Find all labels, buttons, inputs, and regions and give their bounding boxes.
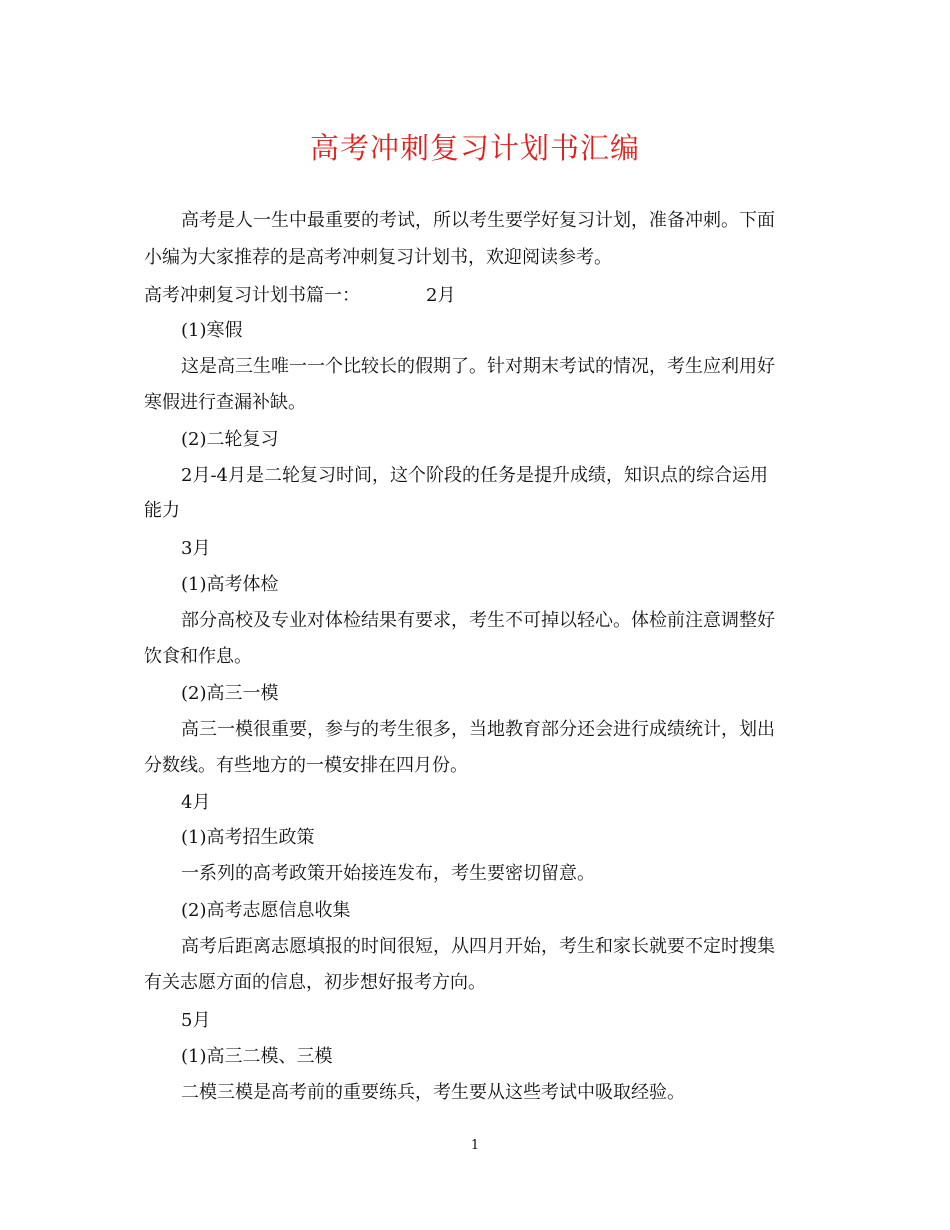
- apr-item1-text: 一系列的高考政策开始接连发布，考生要密切留意。: [181, 863, 595, 884]
- apr-item1-heading: (1)高考招生政策: [181, 827, 315, 848]
- may-item1-text: 二模三模是高考前的重要练兵，考生要从这些考试中吸取经验。: [181, 1082, 685, 1103]
- feb-item1-text-line-2: 寒假进行查漏补缺。: [144, 392, 306, 413]
- feb-item1-heading: (1)寒假: [181, 320, 243, 341]
- apr-item2-heading: (2)高考志愿信息收集: [181, 900, 351, 921]
- section-heading: 高考冲刺复习计划书篇一：: [144, 285, 360, 306]
- page-number: 1: [470, 1138, 480, 1153]
- mar-item2-text-line-1: 高三一模很重要，参与的考生很多，当地教育部分还会进行成绩统计，划出: [181, 719, 775, 740]
- document-title: 高考冲刺复习计划书汇编: [309, 131, 640, 165]
- may-heading: 5月: [181, 1010, 211, 1031]
- mar-item2-text-line-2: 分数线。有些地方的一模安排在四月份。: [144, 755, 468, 776]
- mar-item1-text-line-2: 饮食和作息。: [144, 646, 252, 667]
- mar-heading: 3月: [181, 538, 211, 559]
- feb-item2-text-line-1: 2月-4月是二轮复习时间，这个阶段的任务是提升成绩，知识点的综合运用: [181, 465, 768, 486]
- paragraph-intro-line-2: 小编为大家推荐的是高考冲刺复习计划书，欢迎阅读参考。: [144, 247, 612, 268]
- mar-item2-heading: (2)高三一模: [181, 683, 279, 704]
- feb-item2-text-line-2: 能力: [144, 500, 180, 521]
- paragraph-intro-line-1: 高考是人一生中最重要的考试，所以考生要学好复习计划，准备冲刺。下面: [181, 210, 775, 231]
- may-item1-heading: (1)高三二模、三模: [181, 1046, 333, 1067]
- apr-heading: 4月: [181, 792, 211, 813]
- feb-item1-text-line-1: 这是高三生唯一一个比较长的假期了。针对期末考试的情况，考生应利用好: [181, 356, 775, 377]
- section-month-feb: 2月: [426, 285, 456, 306]
- mar-item1-heading: (1)高考体检: [181, 574, 279, 595]
- feb-item2-heading: (2)二轮复习: [181, 429, 279, 450]
- mar-item1-text-line-1: 部分高校及专业对体检结果有要求，考生不可掉以轻心。体检前注意调整好: [181, 610, 775, 631]
- apr-item2-text-line-1: 高考后距离志愿填报的时间很短，从四月开始，考生和家长就要不定时搜集: [181, 936, 775, 957]
- apr-item2-text-line-2: 有关志愿方面的信息，初步想好报考方向。: [144, 972, 486, 993]
- section-heading-line: [144, 284, 455, 308]
